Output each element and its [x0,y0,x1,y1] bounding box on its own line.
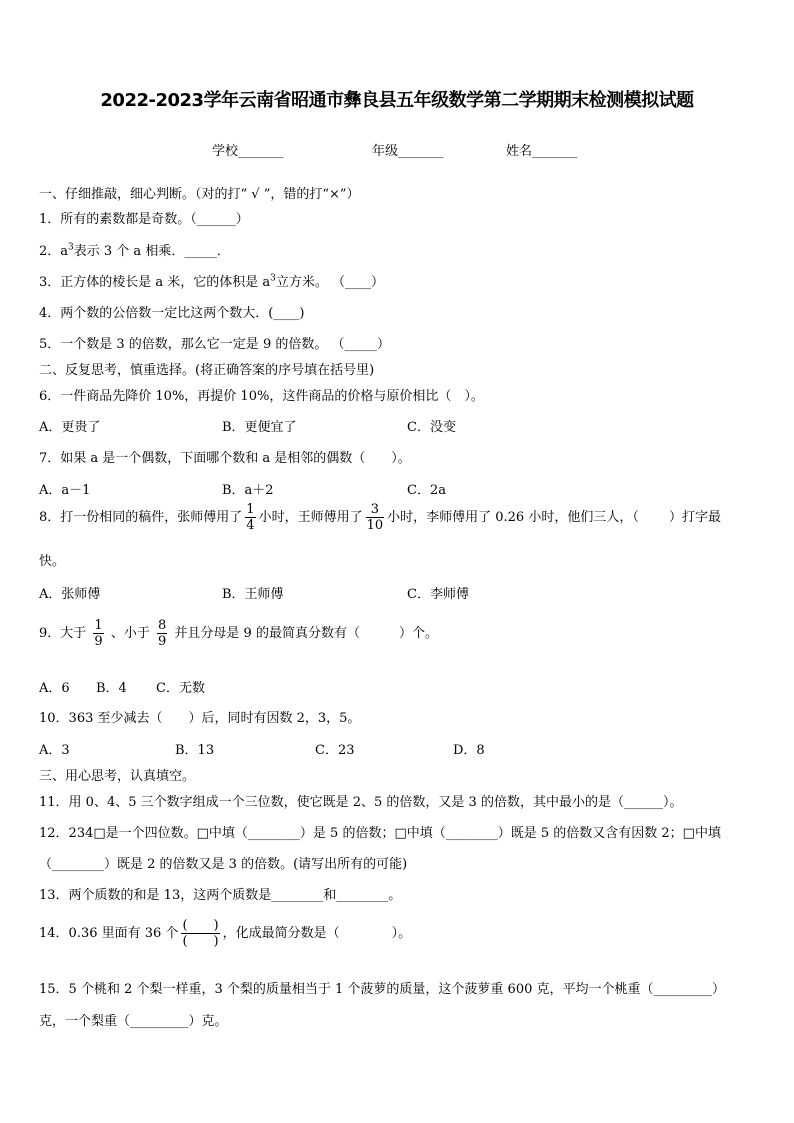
option: A．6 [39,681,70,696]
question-10: 10．363 至少减去（ ）后，同时有因数 2，3，5。 [39,711,361,726]
question-6-options [39,416,779,434]
option: C．没变 [407,420,456,435]
option: C．23 [315,743,355,758]
question-3: 3．正方体的棱长是 a 米，它的体积是 $a^3$立方米。 （____） [39,273,385,290]
option: C．2a [407,483,446,498]
fraction: $\frac{8}{9}$ [158,618,167,649]
question-8-options [39,583,779,601]
section-1-heading: 一、仔细推敲，细心判断。（对的打“ √ ”，错的打“×”） [39,187,360,202]
option: C．李师傅 [407,587,469,602]
question-12: 12．234□是一个四位数。□中填（________）是 5 的倍数；□中填（________）既是 5 的倍数又含有因数 2；□中填 [39,826,721,841]
name-field: 姓名_______ [506,144,578,159]
question-1: 1．所有的素数都是奇数。（______） [39,212,249,227]
page-title: 2022-2023学年云南省昭通市彝良县五年级数学第二学期期末检测模拟试题 [100,90,694,111]
option: A．3 [39,743,70,758]
option: B．a＋2 [222,483,274,498]
option: A．更贵了 [39,420,101,435]
fraction: $\frac{3}{10}$ [366,502,384,533]
option: C．无数 [156,681,205,696]
question-9-options [39,677,779,695]
option: B．王师傅 [222,587,284,602]
question-2: 2．$a^3$表示 3 个 a 相乘．_____． [39,242,230,259]
school-field: 学校_______ [212,144,284,159]
question-9: 9．大于 $\frac{1}{9}$ 、小于 $\frac{8}{9}$ 并且分母是 9 的最简真分数有（ ）个。 [39,618,438,649]
option: B．13 [175,743,215,758]
section-3-heading: 三、用心思考，认真填空。 [39,769,196,784]
grade-field: 年级_______ [372,144,444,159]
option: A．张师傅 [39,587,101,602]
question-7-options [39,479,779,497]
question-4: 4．两个数的公倍数一定比这两个数大．(____) [39,306,305,321]
question-5: 5．一个数是 3 的倍数，那么它一定是 9 的倍数。 （_____） [39,337,390,352]
question-8-continued: 快。 [39,554,66,569]
section-2-heading: 二、反复思考，慎重选择。(将正确答案的序号填在括号里) [39,363,375,378]
question-15-continued: 克，一个梨重（_________）克。 [39,1014,228,1029]
question-13: 13．两个质数的和是 13，这两个质数是________和________。 [39,888,402,903]
question-11: 11．用 0、4、5 三个数字组成一个三位数，使它既是 2、5 的倍数，又是 3 的倍数，其中最小的是（______）。 [39,795,683,810]
question-10-options [39,739,779,757]
question-12-continued: （________）既是 2 的倍数又是 3 的倍数。(请写出所有的可能) [39,857,408,872]
option: D．8 [453,743,485,758]
option: A．a－1 [39,483,91,498]
question-7: 7．如果 a 是一个偶数，下面哪个数和 a 是相邻的偶数（ ）。 [39,451,411,466]
question-6: 6．一件商品先降价 10%，再提价 10%，这件商品的价格与原价相比（ ）。 [39,389,484,404]
option: B．4 [96,681,127,696]
question-15: 15．5 个桃和 2 个梨一样重，3 个梨的质量相当于 1 个菠萝的质量，这个菠萝重 600 克，平均一个桃重（_________） [39,982,725,997]
option: B．更便宜了 [222,420,297,435]
fraction: $\frac{1}{4}$ [246,502,255,533]
fraction: $\frac{1}{9}$ [94,618,103,649]
question-8: 8．打一份相同的稿件，张师傅用了 $\frac{1}{4}$ 小时，王师傅用了 $\frac{3}{10}$ 小时，李师傅用了 0.26 小时，他们三人，（ ）打字最 [39,502,721,533]
blank-fraction: $\frac{( )}{( )}$ [182,918,219,949]
question-14: 14．0.36 里面有 36 个 $\frac{( )}{( )}$ ，化成最简分数是（ ）。 [39,918,412,949]
